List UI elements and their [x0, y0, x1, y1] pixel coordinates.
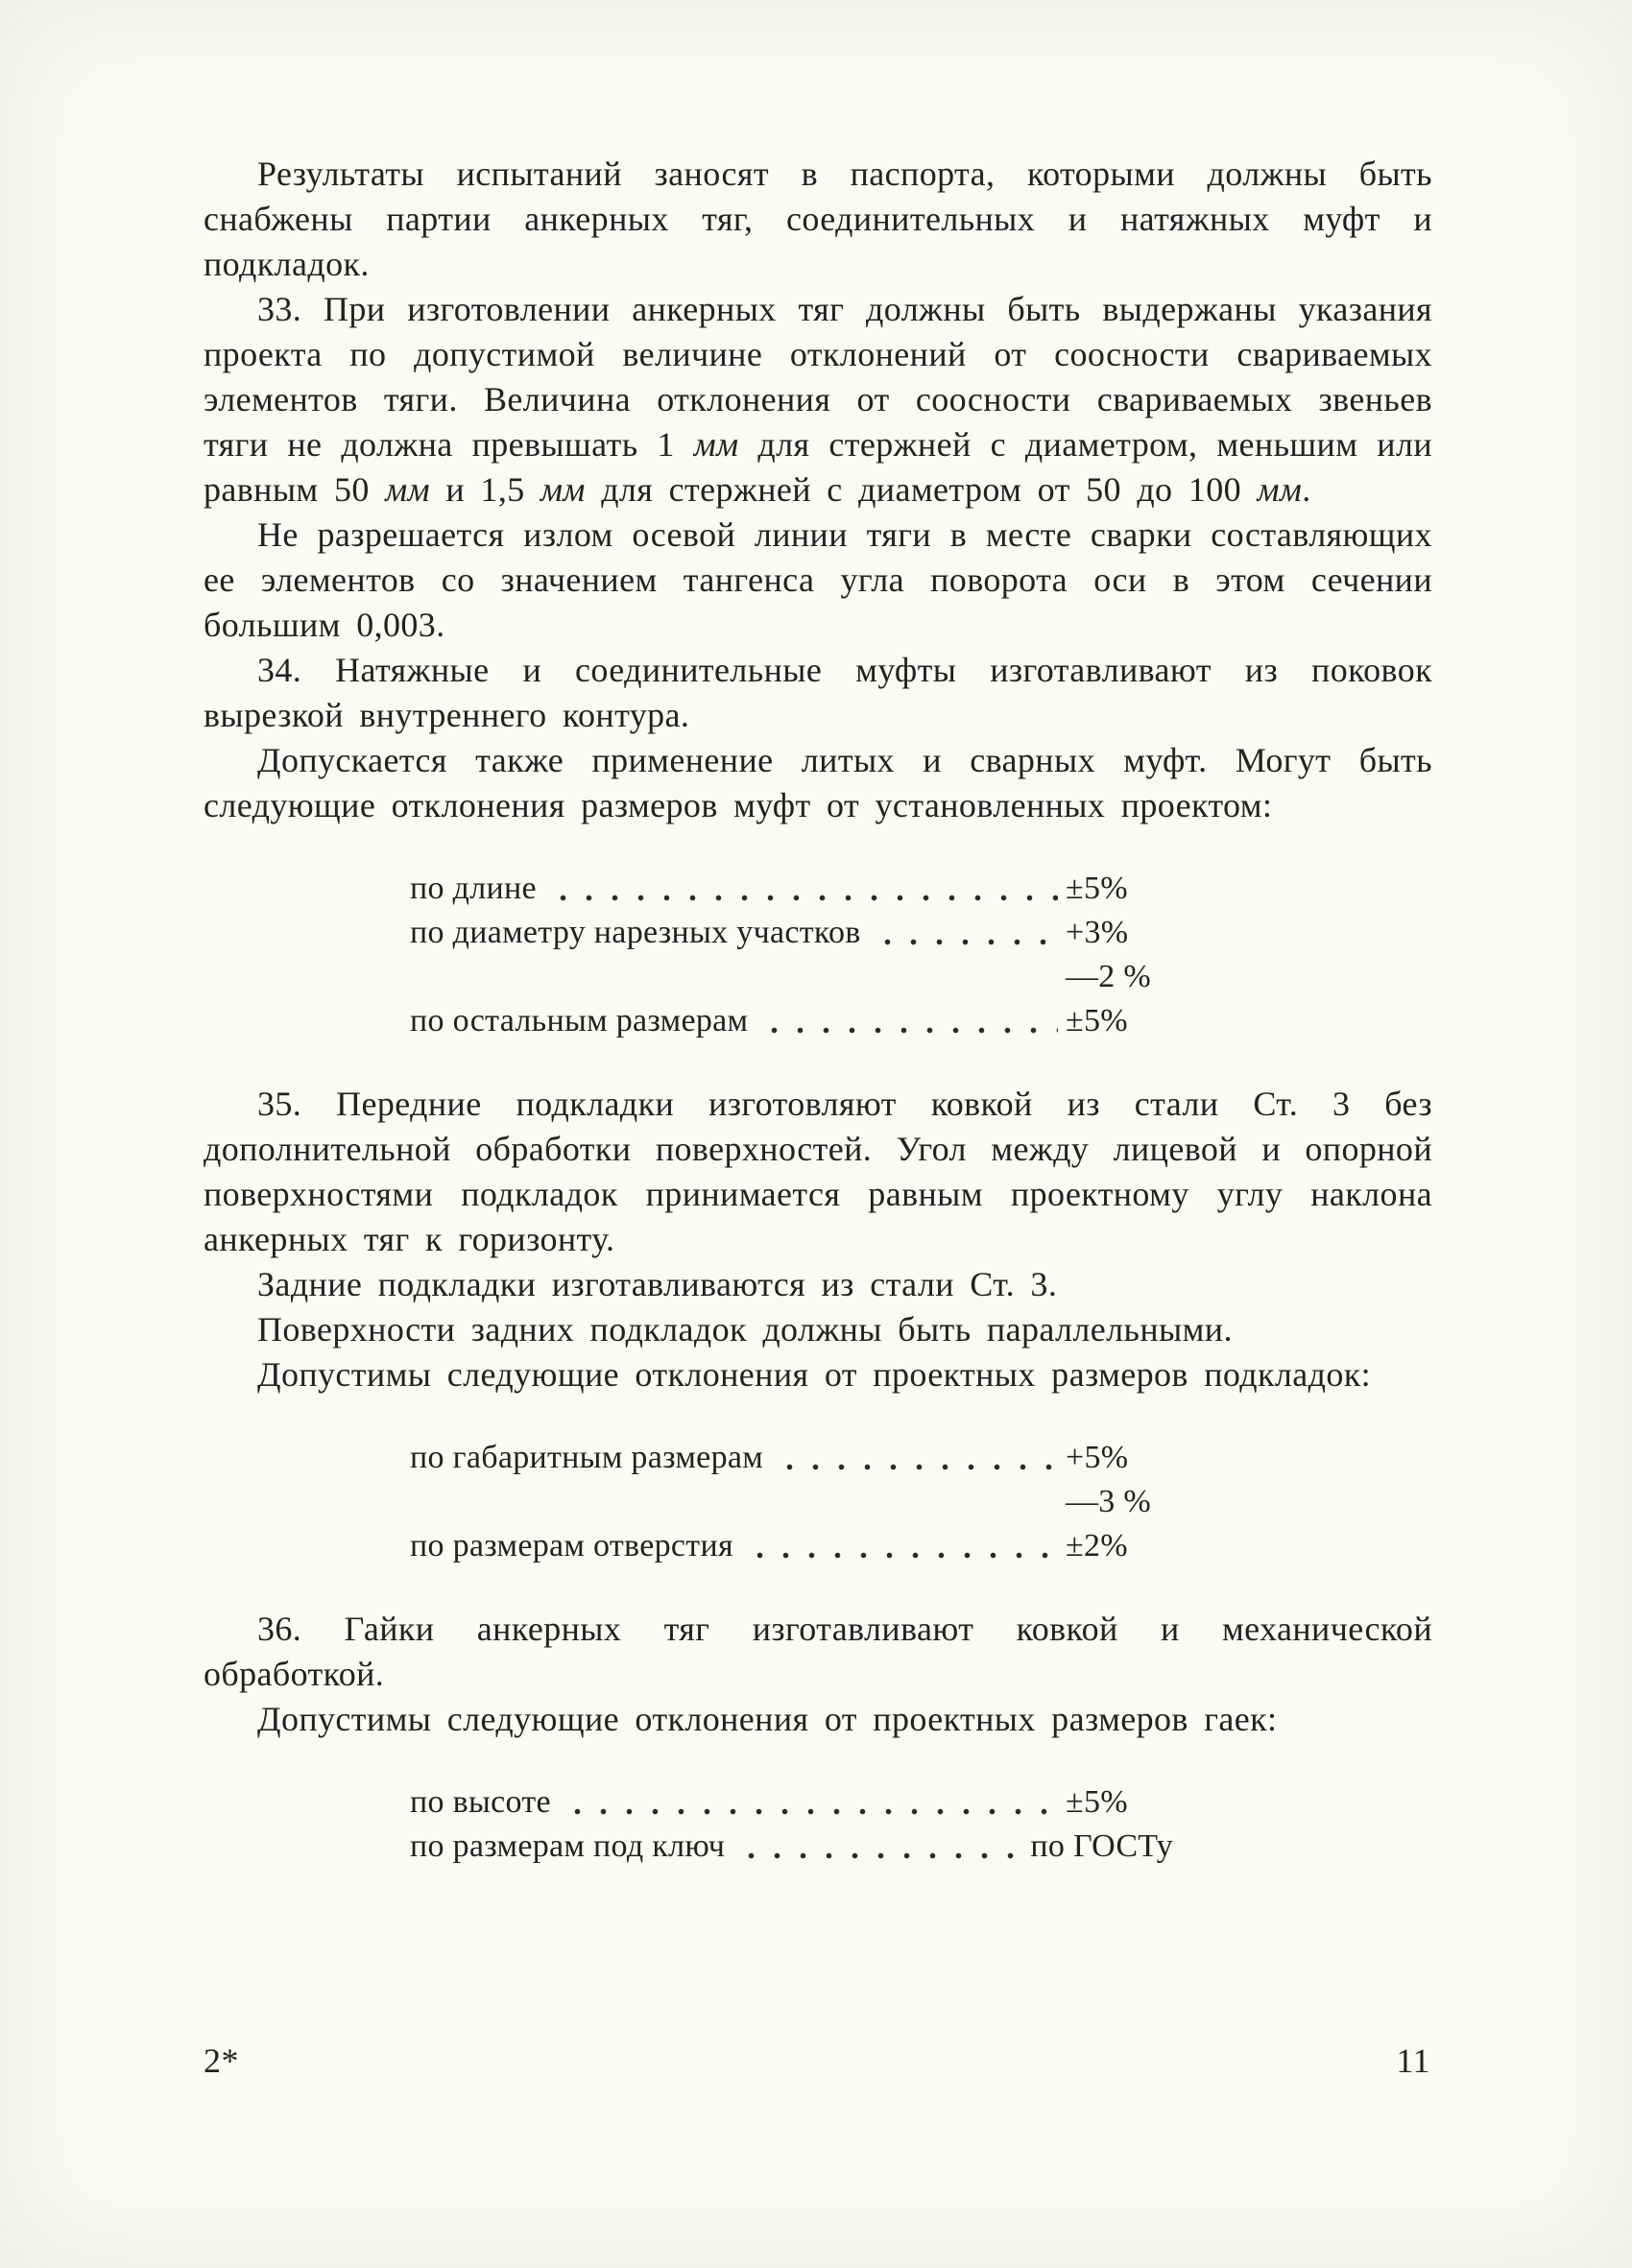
- dot-leader: [873, 938, 1058, 946]
- paragraph-35-tolerances-intro: Допустимы следующие отклонения от проектных размеров подкладок:: [257, 1355, 1372, 1394]
- signature-mark: 2*: [204, 2041, 239, 2080]
- tolerance-value: ±5%: [1066, 871, 1128, 906]
- tolerance-row: [410, 955, 1173, 999]
- dot-leader: [745, 1551, 1058, 1560]
- paragraph-33-continued: Не разрешается излом осевой линии тяги в месте сварки составляющих ее элементов со значением тангенса угла поворота оси в этом сечении большим 0,003.: [204, 515, 1432, 644]
- tolerance-row: [410, 1780, 1173, 1825]
- tolerance-label: по длине: [410, 871, 537, 906]
- paragraph-35-rear-pads: Задние подкладки изготавливаются из стали Ст. 3.: [257, 1265, 1058, 1303]
- paragraph-35-surfaces: Поверхности задних подкладок должны быть параллельными.: [257, 1310, 1233, 1349]
- tolerance-value: по ГОСТу: [1030, 1828, 1173, 1864]
- paragraph-35: 35. Передние подкладки изготовляют ковкой из стали Ст. 3 без дополнительной обработки поверхностей. Угол между лицевой и опорной поверхностями подкладок принимается равным проектному углу наклона анкерных тяг к горизонту.: [204, 1085, 1432, 1258]
- tolerance-row: [410, 1825, 1173, 1869]
- dot-leader: [775, 1463, 1058, 1471]
- dot-leader: [421, 1507, 1058, 1516]
- tolerance-label: по размерам отверстия: [410, 1528, 733, 1564]
- dot-leader: [421, 982, 1058, 991]
- tolerance-value: +5%: [1066, 1440, 1129, 1475]
- tolerance-value: —3 %: [1066, 1484, 1152, 1519]
- dot-leader: [563, 1807, 1058, 1816]
- tolerance-label: по остальным размерам: [410, 1003, 749, 1039]
- dot-leader: [548, 894, 1058, 902]
- tolerance-list-nuts: [410, 1780, 1173, 1869]
- tolerance-value: ±2%: [1066, 1528, 1128, 1564]
- tolerance-row: [410, 999, 1173, 1043]
- tolerance-label: по размерам под ключ: [410, 1828, 726, 1864]
- tolerance-row: [410, 911, 1173, 955]
- paragraph-34: 34. Натяжные и соединительные муфты изготавливают из поковок вырезкой внутреннего контура.: [204, 651, 1432, 734]
- tolerance-row: [410, 1524, 1173, 1568]
- paragraph-33: 33. При изготовлении анкерных тяг должны быть выдержаны указания проекта по допустимой величине отклонений от соосности свариваемых элементов тяги. Величина отклонения от соосности свариваемых звеньев тяги не должна превышать 1 мм для стержней с диаметром, меньшим или равным 50 мм и 1,5 мм для стержней с диаметром от 50 до 100 мм.: [204, 290, 1432, 509]
- paragraph-36: 36. Гайки анкерных тяг изготавливают ковкой и механической обработкой.: [204, 1610, 1432, 1693]
- text-block: [204, 152, 1432, 1907]
- page-number: 11: [1396, 2041, 1430, 2080]
- paragraph-34-continued: Допускается также применение литых и сварных муфт. Могут быть следующие отклонения размеров муфт от установленных проектом:: [204, 741, 1432, 824]
- tolerance-list-couplings: [410, 867, 1173, 1043]
- dot-leader: [736, 1851, 1022, 1860]
- page-footer: [204, 2041, 1430, 2081]
- tolerance-list-pads: [410, 1436, 1173, 1568]
- tolerance-label: по высоте: [410, 1784, 551, 1820]
- tolerance-value: ±5%: [1066, 1784, 1128, 1820]
- tolerance-value: ±5%: [1066, 1003, 1128, 1039]
- paragraph-intro: Результаты испытаний заносят в паспорта, которыми должны быть снабжены партии анкерных тяг, соединительных и натяжных муфт и подкладок.: [204, 155, 1432, 283]
- tolerance-value: +3%: [1066, 915, 1129, 950]
- tolerance-value: —2 %: [1066, 959, 1152, 994]
- tolerance-label: по диаметру нарезных участков: [410, 915, 861, 950]
- tolerance-row: [410, 1436, 1173, 1480]
- tolerance-row: [410, 1480, 1173, 1524]
- tolerance-row: [410, 867, 1173, 911]
- paragraph-36-tolerances-intro: Допустимы следующие отклонения от проектных размеров гаек:: [257, 1700, 1278, 1738]
- tolerance-label: по габаритным размерам: [410, 1440, 764, 1475]
- dot-leader: [759, 1026, 1058, 1035]
